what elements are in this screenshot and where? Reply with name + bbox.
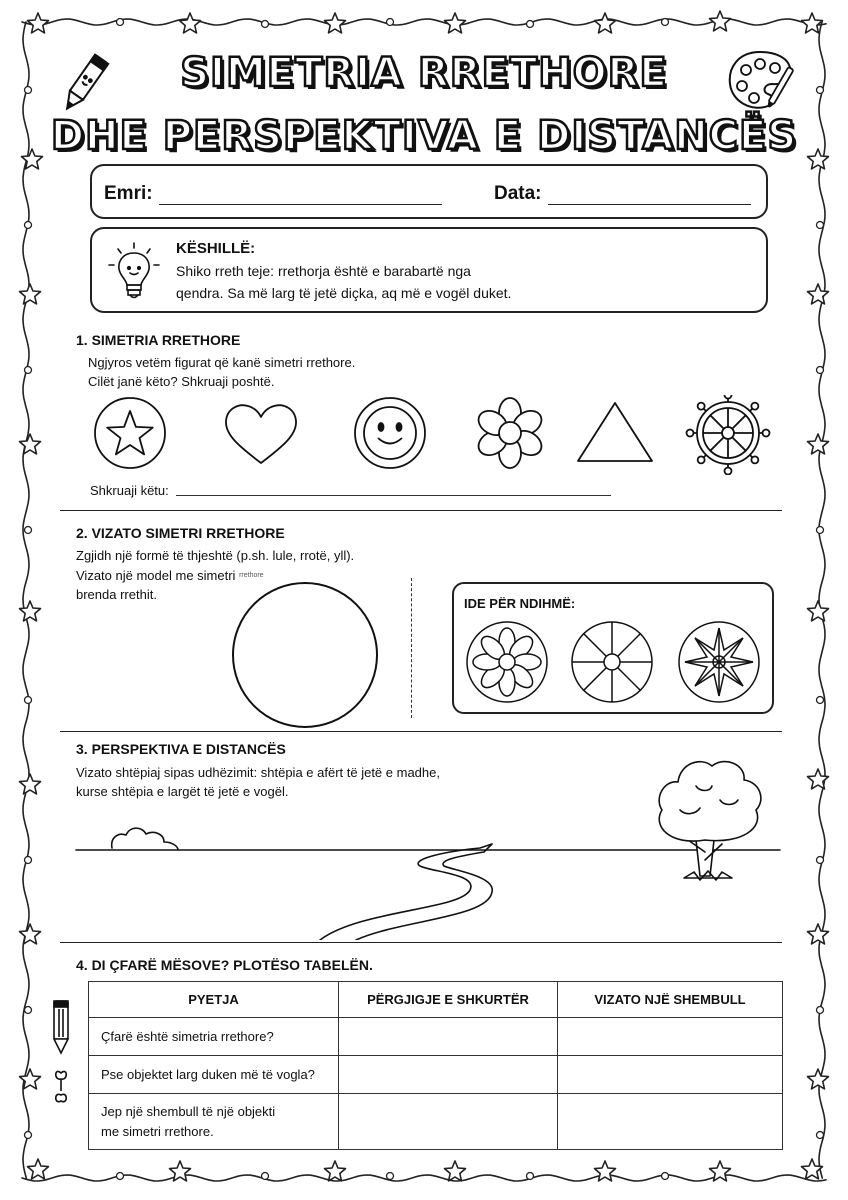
table-question-2: Pse objektet larg duken më të vogla?	[89, 1056, 339, 1094]
section-4-heading: 4. DI ÇFARË MËSOVE? PLOTËSO TABELËN.	[76, 957, 373, 973]
idea-flower-icon	[467, 622, 547, 702]
table-header-draw: VIZATO NJË SHEMBULL	[558, 982, 783, 1018]
title-line-2: DHE PERSPEKTIVA E DISTANCËS	[50, 113, 798, 159]
ideas-box	[452, 582, 774, 714]
table-answer-3[interactable]	[339, 1094, 558, 1150]
heart-shape[interactable]	[226, 405, 296, 463]
border-dot-icon	[662, 1173, 669, 1180]
ideas-heading: IDE PËR NDIHMË:	[464, 596, 576, 611]
section-2-line-1: Zgjidh një formë të thjeshtë (p.sh. lule, rrotë, yll).	[76, 548, 355, 563]
border-star-icon	[20, 774, 41, 794]
table-row	[89, 1056, 783, 1094]
border-star-icon	[710, 11, 731, 31]
ship-wheel-shape[interactable]	[687, 395, 770, 475]
dashed-divider	[411, 578, 412, 718]
write-here-line[interactable]	[176, 495, 611, 496]
border-star-icon	[808, 601, 829, 621]
border-dot-icon	[817, 1132, 824, 1139]
border-star-icon	[28, 13, 49, 33]
table-row	[89, 1094, 783, 1150]
border-dot-icon	[25, 857, 32, 864]
border-star-icon	[20, 434, 41, 454]
section-3-line-2: kurse shtëpia e largët të jetë e vogël.	[76, 784, 289, 799]
border-dot-icon	[387, 19, 394, 26]
section-divider-1	[60, 510, 782, 511]
drawing-circle[interactable]	[232, 582, 378, 728]
border-dot-icon	[25, 697, 32, 704]
border-dot-icon	[25, 527, 32, 534]
star-in-circle-shape[interactable]	[95, 398, 165, 468]
smiley-face-shape[interactable]	[355, 398, 425, 468]
border-dot-icon	[262, 1173, 269, 1180]
border-dot-icon	[25, 1007, 32, 1014]
border-dot-icon	[662, 19, 669, 26]
border-dot-icon	[527, 21, 534, 28]
table-header-question: PYETJA	[89, 982, 339, 1018]
symmetry-shapes-row	[80, 395, 780, 475]
tip-heading: KËSHILLË:	[176, 240, 256, 257]
border-dot-icon	[117, 19, 124, 26]
table-draw-3[interactable]	[558, 1094, 783, 1150]
border-dot-icon	[817, 697, 824, 704]
table-header-row	[89, 982, 783, 1018]
section-2-line-2: Vizato një model me simetri $^{rrethore}$	[76, 568, 264, 583]
light-bulb-icon	[106, 241, 162, 303]
border-star-icon	[28, 1159, 49, 1179]
table-draw-2[interactable]	[558, 1056, 783, 1094]
border-star-icon	[20, 924, 41, 944]
wavy-border-top	[22, 19, 826, 25]
section-3-line-1: Vizato shtëpiaj sipas udhëzimit: shtëpia e afërt të jetë e madhe,	[76, 765, 440, 780]
border-star-icon	[20, 284, 41, 304]
border-dot-icon	[817, 857, 824, 864]
section-1-line-2: Cilët janë këto? Shkruaji poshtë.	[88, 374, 275, 389]
border-star-icon	[808, 434, 829, 454]
section-2-overflow-word: rrethore	[239, 572, 264, 579]
bush-icon	[112, 828, 178, 850]
table-header-answer: PËRGJIGJE E SHKURTËR	[339, 982, 558, 1018]
border-dot-icon	[25, 222, 32, 229]
border-star-icon	[325, 13, 346, 33]
border-dot-icon	[817, 222, 824, 229]
tip-box	[90, 227, 768, 313]
winding-road	[320, 844, 492, 940]
side-pencil-icon	[48, 995, 76, 1125]
tip-line-1: Shiko rreth teje: rrethorja është e barabartë nga	[176, 263, 471, 279]
ideas-illustrations	[462, 618, 762, 706]
table-answer-1[interactable]	[339, 1018, 558, 1056]
title-line-1: SIMETRIA RRETHORE	[180, 50, 668, 96]
landscape-scene[interactable]	[60, 740, 790, 940]
tip-line-2: qendra. Sa më larg të jetë diçka, aq më e vogël duket.	[176, 285, 512, 301]
wavy-border-right	[819, 22, 825, 1178]
section-2-heading: 2. VIZATO SIMETRI RRETHORE	[76, 525, 285, 541]
border-dot-icon	[817, 1007, 824, 1014]
date-label: Data:	[494, 183, 542, 204]
border-dot-icon	[117, 1173, 124, 1180]
name-field[interactable]	[159, 204, 442, 205]
border-star-icon	[445, 1161, 466, 1181]
border-star-icon	[595, 13, 616, 33]
border-star-icon	[325, 1161, 346, 1181]
border-star-icon	[595, 1161, 616, 1181]
border-dot-icon	[527, 1173, 534, 1180]
section-divider-2	[60, 731, 782, 732]
triangle-shape[interactable]	[578, 403, 652, 461]
name-date-box	[90, 164, 768, 219]
border-dot-icon	[25, 1132, 32, 1139]
idea-wheel-icon	[572, 622, 652, 702]
table-question-3: Jep një shembull të një objekti me simetri rrethore.	[89, 1094, 339, 1150]
write-here-label: Shkruaji këtu:	[90, 483, 169, 498]
table-question-1: Çfarë është simetria rrethore?	[89, 1018, 339, 1056]
table-draw-1[interactable]	[558, 1018, 783, 1056]
review-table	[88, 981, 783, 1150]
border-star-icon	[808, 1069, 829, 1089]
border-dot-icon	[262, 21, 269, 28]
section-3-heading: 3. PERSPEKTIVA E DISTANCËS	[76, 741, 286, 757]
tree-icon	[659, 762, 761, 880]
wavy-border-left	[23, 22, 29, 1178]
border-star-icon	[445, 13, 466, 33]
border-dot-icon	[817, 367, 824, 374]
name-label: Emri:	[104, 183, 153, 204]
section-1-line-1: Ngjyros vetëm figurat që kanë simetri rrethore.	[88, 355, 356, 370]
date-field[interactable]	[548, 204, 751, 205]
border-dot-icon	[817, 527, 824, 534]
border-dot-icon	[387, 1173, 394, 1180]
table-answer-2[interactable]	[339, 1056, 558, 1094]
table-row	[89, 1018, 783, 1056]
section-2-line-3: brenda rrethit.	[76, 587, 157, 602]
flower-shape[interactable]	[474, 398, 546, 468]
section-1-heading: 1. SIMETRIA RRETHORE	[76, 332, 241, 348]
section-divider-3	[60, 942, 782, 943]
border-dot-icon	[25, 367, 32, 374]
border-star-icon	[180, 13, 201, 33]
idea-star-icon	[679, 622, 759, 702]
wavy-border-bottom	[22, 1175, 826, 1181]
border-star-icon	[808, 924, 829, 944]
